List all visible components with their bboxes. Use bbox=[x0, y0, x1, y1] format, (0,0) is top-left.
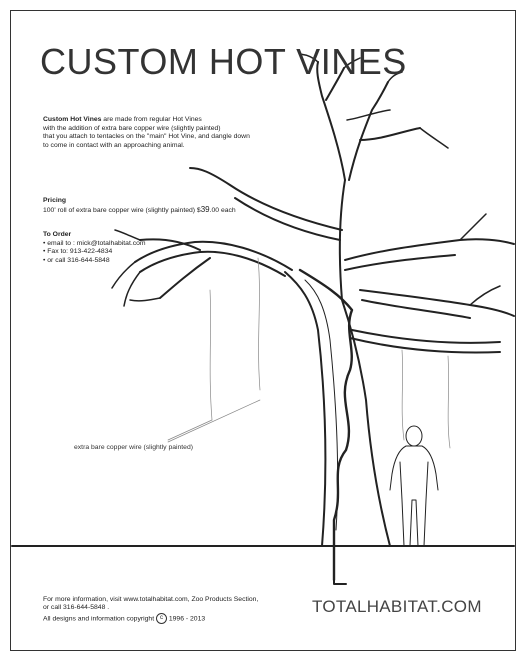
footer-line3 bbox=[43, 613, 258, 624]
footer-line1: For more information, visit www.totalhabitat.com, Zoo Products Section, bbox=[43, 596, 259, 603]
pricing-amount: 39 bbox=[200, 204, 210, 214]
branch-right-tips bbox=[420, 128, 500, 305]
brand-wordmark[interactable]: TOTALHABITAT.COM bbox=[312, 597, 482, 616]
pricing-heading: Pricing bbox=[43, 197, 67, 204]
pricing-description: 100' roll of extra bare copper wire (slightly painted) $ bbox=[43, 206, 201, 214]
intro-line1: are made from regular Hot Vines bbox=[101, 116, 202, 123]
trunk-inner bbox=[305, 280, 338, 530]
intro-line2: with the addition of extra bare copper wire (slightly painted) bbox=[43, 124, 221, 132]
human-silhouette bbox=[390, 426, 438, 546]
branch-right bbox=[345, 239, 514, 352]
order-phone: • or call 316-644-5848 bbox=[43, 256, 110, 264]
copyright-icon: c bbox=[156, 613, 167, 624]
intro-bold-lead: Custom Hot Vines bbox=[43, 116, 102, 123]
pricing-tail: .00 each bbox=[209, 206, 236, 214]
footer-years: 1996 - 2013 bbox=[166, 615, 206, 623]
intro-line3: that you attach to tentacles on the "main" Hot Vine, and dangle down bbox=[43, 133, 250, 141]
copper-wires bbox=[168, 258, 450, 448]
footer-line2: or call 316-644-5848 . bbox=[43, 604, 110, 612]
intro-paragraph bbox=[43, 116, 303, 150]
footer-copyright-text: All designs and information copyright bbox=[43, 615, 156, 623]
order-email[interactable]: • email to : mick@totalhabitat.com bbox=[43, 239, 146, 247]
intro-line4: to come in contact with an approaching animal. bbox=[43, 141, 185, 149]
copper-wire-label: extra bare copper wire (slightly painted) bbox=[74, 444, 194, 451]
pricing-section bbox=[43, 197, 236, 215]
order-fax: • Fax to: 913-422-4834 bbox=[43, 248, 113, 256]
order-heading: To Order bbox=[43, 231, 72, 238]
hot-vine bbox=[300, 270, 352, 580]
pricing-line bbox=[43, 206, 236, 216]
footer-info bbox=[43, 596, 258, 624]
page-title: CUSTOM HOT VINES bbox=[40, 41, 407, 82]
hot-vine-cable bbox=[334, 580, 346, 584]
branch-left bbox=[135, 168, 342, 298]
order-section bbox=[43, 231, 146, 265]
